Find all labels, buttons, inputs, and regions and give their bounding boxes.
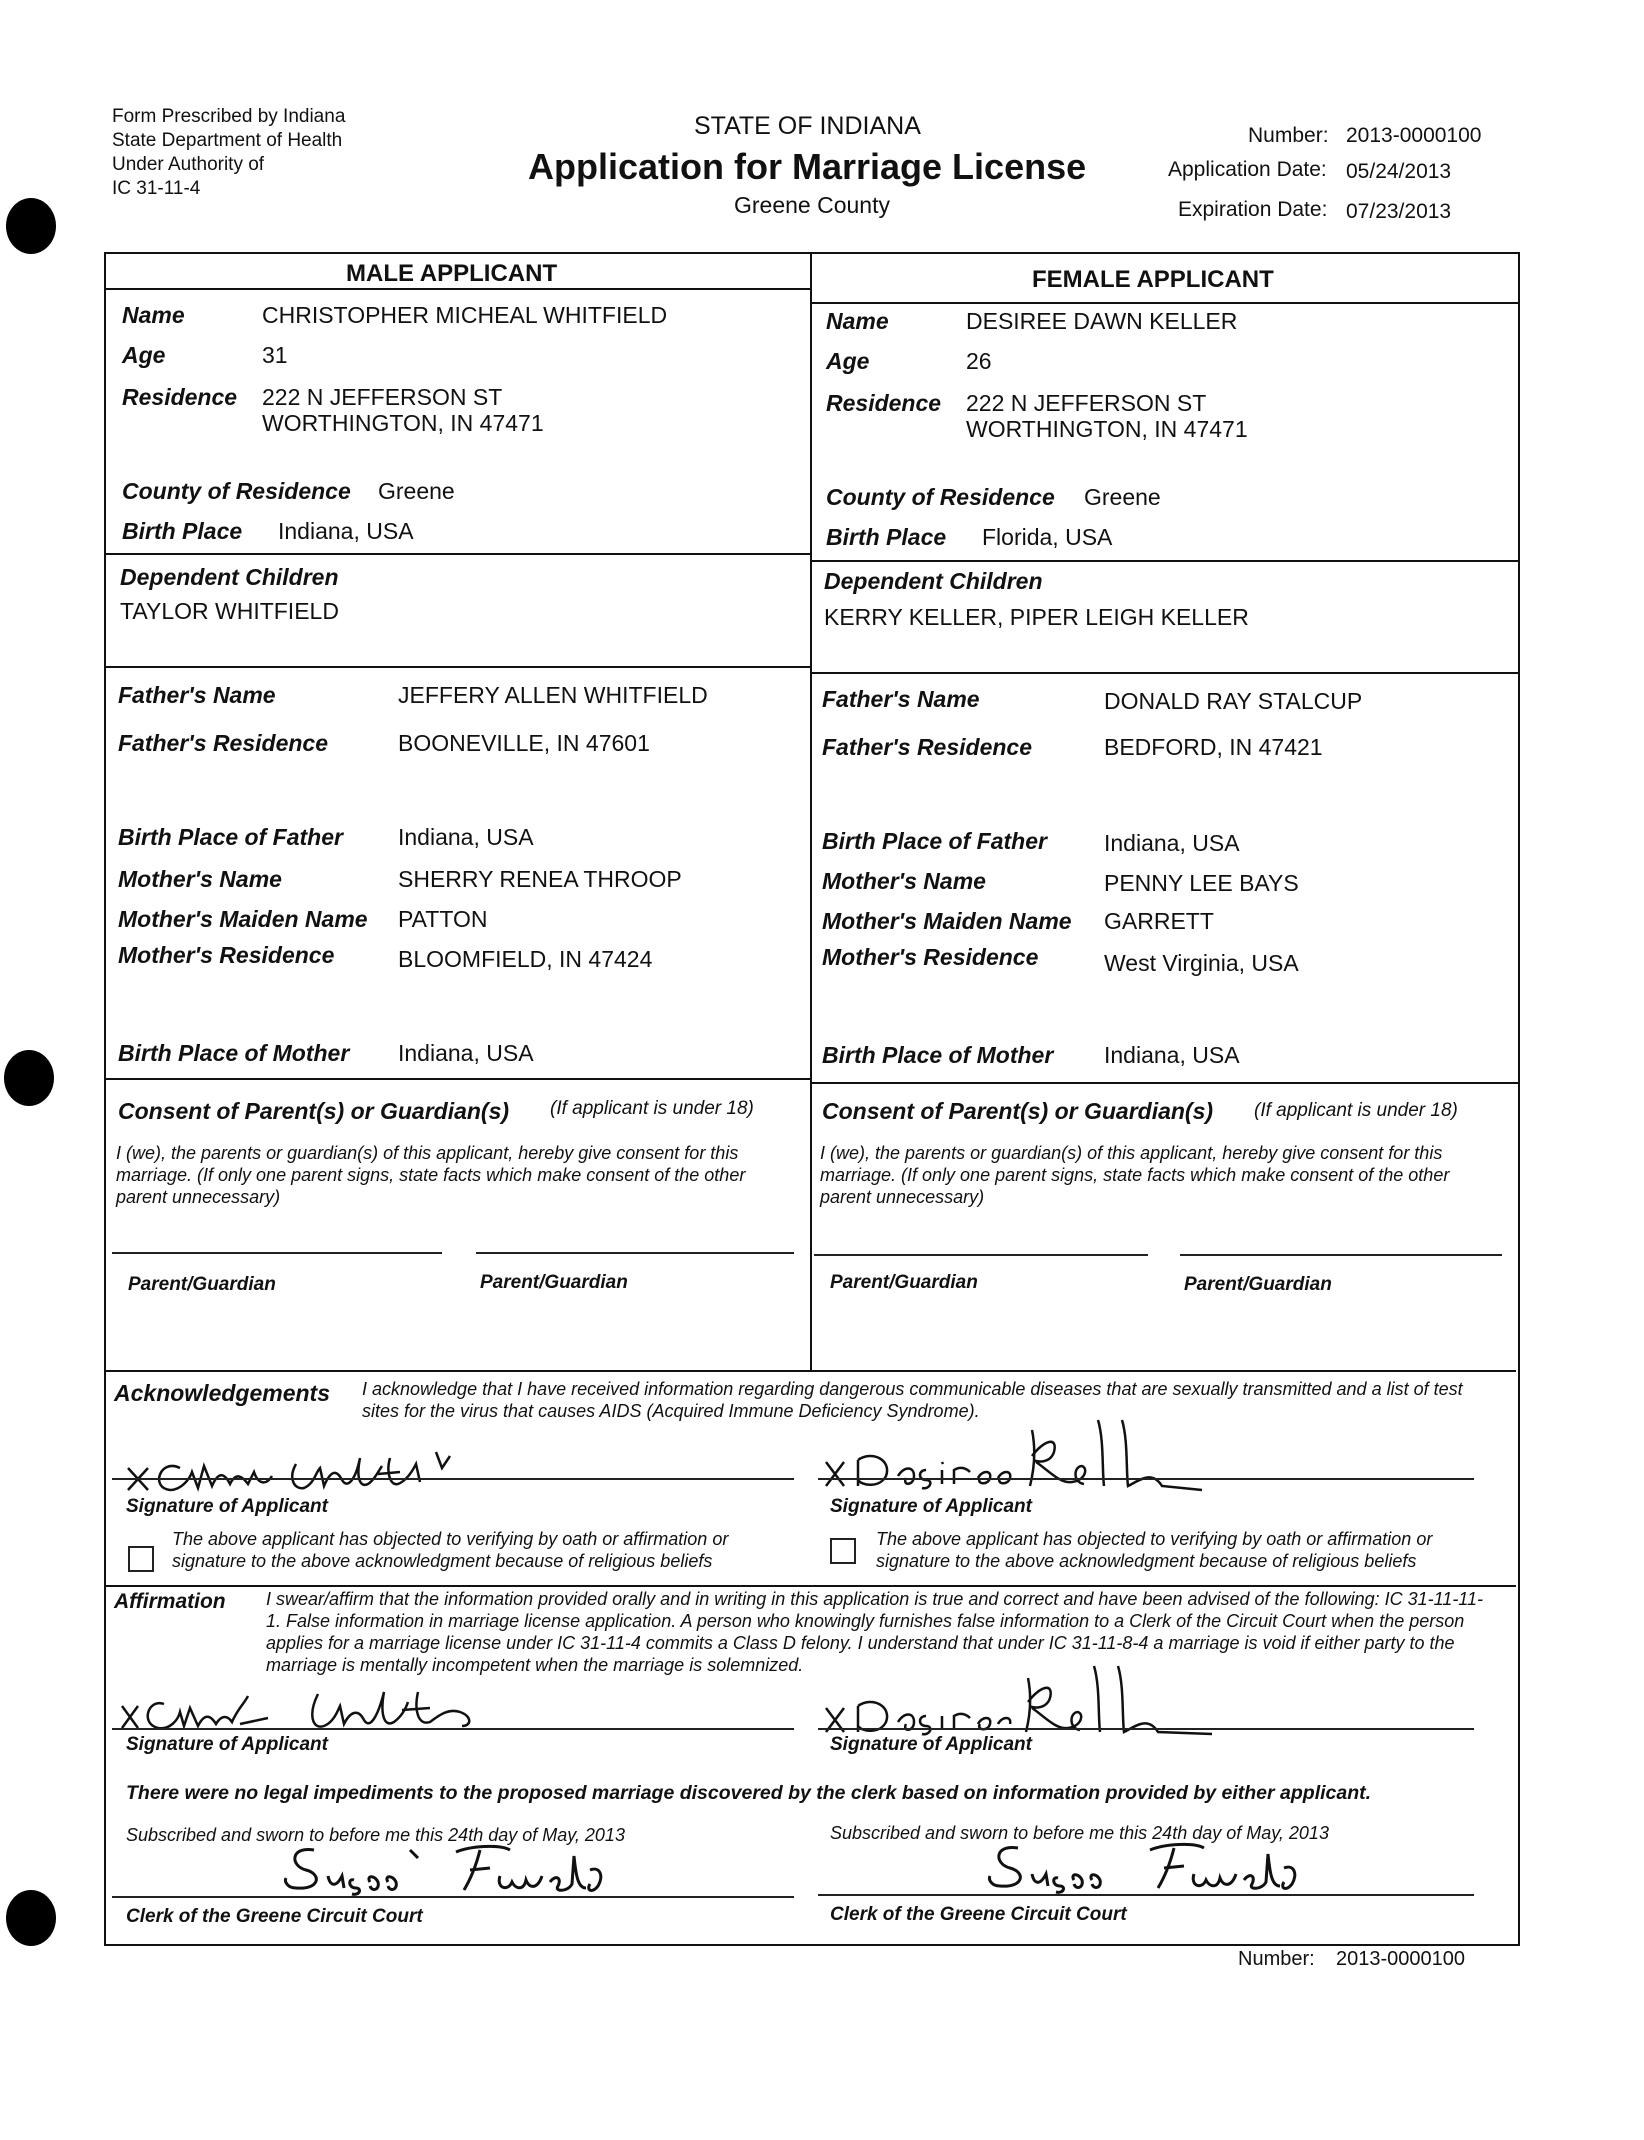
female-consent-title: Consent of Parent(s) or Guardian(s) [822, 1098, 1214, 1124]
female-mother-res-label: Mother's Residence [822, 944, 1039, 970]
female-affirmation-signature-label: Signature of Applicant [830, 1734, 1032, 1755]
punch-hole-top [6, 198, 56, 254]
prescribed-line-3: Under Authority of [112, 154, 265, 175]
female-residence-line2: WORTHINGTON, IN 47471 [966, 416, 1248, 442]
female-name: DESIREE DAWN KELLER [966, 308, 1238, 334]
male-affirmation-signature-label: Signature of Applicant [126, 1734, 328, 1755]
female-consent-note: (If applicant is under 18) [1254, 1100, 1458, 1121]
female-parent-guardian-label-2: Parent/Guardian [1184, 1274, 1332, 1295]
female-clerk-label: Clerk of the Greene Circuit Court [830, 1904, 1127, 1925]
male-religious-objection-checkbox[interactable] [128, 1546, 154, 1572]
prescribed-line-2: State Department of Health [112, 130, 343, 151]
male-father-name: JEFFERY ALLEN WHITFIELD [398, 682, 708, 708]
female-clerk-signature [974, 1834, 1334, 1894]
male-father-res-label: Father's Residence [118, 730, 328, 756]
female-age: 26 [966, 348, 992, 374]
male-parent-signature-line-1[interactable] [112, 1252, 442, 1254]
male-residence-line1: 222 N JEFFERSON ST [262, 384, 503, 410]
exp-date-value: 07/23/2013 [1346, 200, 1452, 223]
prescribed-line-4: IC 31-11-4 [112, 178, 201, 199]
female-father-name-label: Father's Name [822, 686, 980, 712]
footer-number: 2013-0000100 [1336, 1948, 1466, 1970]
female-birth-place: Florida, USA [982, 524, 1113, 550]
female-mother-birth-label: Birth Place of Mother [822, 1042, 1054, 1068]
male-residence-line2: WORTHINGTON, IN 47471 [262, 410, 544, 436]
female-parent-signature-line-2[interactable] [1180, 1254, 1502, 1256]
female-father-birth-label: Birth Place of Father [822, 828, 1047, 854]
female-father-res: BEDFORD, IN 47421 [1104, 734, 1323, 760]
female-dependents: KERRY KELLER, PIPER LEIGH KELLER [824, 604, 1249, 630]
male-mother-name-label: Mother's Name [118, 866, 282, 892]
female-applicant-heading: FEMALE APPLICANT [1032, 266, 1274, 293]
female-father-birth: Indiana, USA [1104, 830, 1240, 856]
county-heading: Greene County [734, 192, 890, 218]
male-mother-name: SHERRY RENEA THROOP [398, 866, 682, 892]
center-divider [810, 252, 812, 1370]
female-age-label: Age [826, 348, 870, 374]
male-clerk-label: Clerk of the Greene Circuit Court [126, 1906, 423, 1927]
male-mother-maiden: PATTON [398, 906, 488, 932]
female-name-label: Name [826, 308, 889, 334]
male-clerk-signature-line[interactable] [112, 1896, 794, 1898]
affirmation-title: Affirmation [114, 1590, 226, 1613]
male-clerk-signature [270, 1836, 630, 1896]
exp-date-label: Expiration Date: [1178, 198, 1328, 221]
male-name-label: Name [122, 302, 185, 328]
male-father-name-label: Father's Name [118, 682, 276, 708]
state-heading: STATE OF INDIANA [694, 112, 921, 140]
female-ack-signature-label: Signature of Applicant [830, 1496, 1032, 1517]
male-residence-label: Residence [122, 384, 238, 410]
male-mother-birth: Indiana, USA [398, 1040, 534, 1066]
male-consent-note: (If applicant is under 18) [550, 1098, 754, 1119]
female-parent-guardian-label-1: Parent/Guardian [830, 1272, 978, 1293]
male-parent-guardian-label-1: Parent/Guardian [128, 1274, 276, 1295]
female-mother-maiden-label: Mother's Maiden Name [822, 908, 1072, 934]
female-father-name: DONALD RAY STALCUP [1104, 688, 1363, 714]
male-mother-maiden-label: Mother's Maiden Name [118, 906, 368, 932]
male-consent-title: Consent of Parent(s) or Guardian(s) [118, 1098, 510, 1124]
male-subscribed-text: Subscribed and sworn to before me this 24th day of May, 2013 [126, 1825, 625, 1845]
male-dependents-label: Dependent Children [120, 564, 339, 590]
footer-number-label: Number: [1238, 1948, 1315, 1970]
female-mother-name-label: Mother's Name [822, 868, 986, 894]
affirmation-text: I swear/affirm that the information provided orally and in writing in this application is true and correct and have been advised of the following: IC 31-11-11-1. False information in marriage license application. A person who knowingly furnishes false information to a Clerk of the Circuit Court when the person applies for a marriage license under IC 31-11-4 commits a Class D felony. I understand that under IC 31-11-8-4 a marriage is void if either party to the marriage is mentally incompetent when the marriage is solemnized. [266, 1589, 1483, 1675]
female-county: Greene [1084, 484, 1161, 510]
male-consent-text: I (we), the parents or guardian(s) of this applicant, hereby give consent for this marriage. (If only one parent signs, state facts which make consent of the other parent unnecessary) [116, 1143, 746, 1207]
male-father-res: BOONEVILLE, IN 47601 [398, 730, 650, 756]
female-ack-signature-line[interactable] [818, 1478, 1474, 1480]
male-dependents: TAYLOR WHITFIELD [120, 598, 339, 624]
female-religious-objection-text: The above applicant has objected to verifying by oath or affirmation or signature to the above acknowledgment because of religious beliefs [876, 1529, 1433, 1571]
male-county-label: County of Residence [122, 478, 351, 504]
number-value: 2013-0000100 [1346, 124, 1482, 147]
male-age: 31 [262, 342, 288, 368]
male-mother-birth-label: Birth Place of Mother [118, 1040, 350, 1066]
prescribed-line-1: Form Prescribed by Indiana [112, 106, 346, 127]
female-ack-signature [822, 1400, 1242, 1490]
female-affirmation-signature [822, 1648, 1242, 1738]
acknowledgements-title: Acknowledgements [114, 1380, 330, 1406]
male-religious-objection-text: The above applicant has objected to verifying by oath or affirmation or signature to the above acknowledgment because of religious beliefs [172, 1529, 729, 1571]
male-applicant-heading: MALE APPLICANT [346, 260, 558, 287]
impediments-statement: There were no legal impediments to the proposed marriage discovered by the clerk based on information provided by either applicant. [126, 1782, 1372, 1804]
male-ack-signature [120, 1428, 480, 1498]
page-title: Application for Marriage License [528, 146, 1087, 187]
male-parent-guardian-label-2: Parent/Guardian [480, 1272, 628, 1293]
female-residence-label: Residence [826, 390, 942, 416]
male-mother-res-label: Mother's Residence [118, 942, 335, 968]
male-affirmation-signature-line[interactable] [112, 1728, 794, 1730]
female-mother-name: PENNY LEE BAYS [1104, 870, 1299, 896]
punch-hole-middle [4, 1050, 54, 1106]
female-affirmation-signature-line[interactable] [818, 1728, 1474, 1730]
male-ack-signature-line[interactable] [112, 1478, 794, 1480]
female-dependents-label: Dependent Children [824, 568, 1043, 594]
female-consent-text: I (we), the parents or guardian(s) of this applicant, hereby give consent for this marriage. (If only one parent signs, state facts which make consent of the other parent unnecessary) [820, 1143, 1450, 1207]
female-clerk-signature-line[interactable] [818, 1894, 1474, 1896]
female-mother-maiden: GARRETT [1104, 908, 1214, 934]
female-residence-line1: 222 N JEFFERSON ST [966, 390, 1207, 416]
male-mother-res: BLOOMFIELD, IN 47424 [398, 946, 653, 972]
female-mother-res: West Virginia, USA [1104, 950, 1299, 976]
male-birth-place-label: Birth Place [122, 518, 243, 544]
male-parent-signature-line-2[interactable] [476, 1252, 794, 1254]
female-subscribed-text: Subscribed and sworn to before me this 24th day of May, 2013 [830, 1823, 1329, 1843]
male-father-birth-label: Birth Place of Father [118, 824, 343, 850]
male-ack-signature-label: Signature of Applicant [126, 1496, 328, 1517]
punch-hole-bottom [6, 1890, 56, 1946]
female-religious-objection-checkbox[interactable] [830, 1538, 856, 1564]
male-age-label: Age [122, 342, 166, 368]
male-birth-place: Indiana, USA [278, 518, 414, 544]
female-county-label: County of Residence [826, 484, 1055, 510]
male-father-birth: Indiana, USA [398, 824, 534, 850]
male-county: Greene [378, 478, 455, 504]
app-date-label: Application Date: [1168, 158, 1327, 181]
male-name: CHRISTOPHER MICHEAL WHITFIELD [262, 302, 668, 328]
female-father-res-label: Father's Residence [822, 734, 1032, 760]
acknowledgements-text: I acknowledge that I have received information regarding dangerous communicable diseases that are sexually transmitted and a list of test sites for the virus that causes AIDS (Acquired Immune Deficiency Syndrome). [362, 1379, 1463, 1421]
app-date-value: 05/24/2013 [1346, 160, 1452, 183]
female-mother-birth: Indiana, USA [1104, 1042, 1240, 1068]
female-birth-place-label: Birth Place [826, 524, 947, 550]
female-parent-signature-line-1[interactable] [814, 1254, 1148, 1256]
number-label: Number: [1248, 124, 1329, 147]
